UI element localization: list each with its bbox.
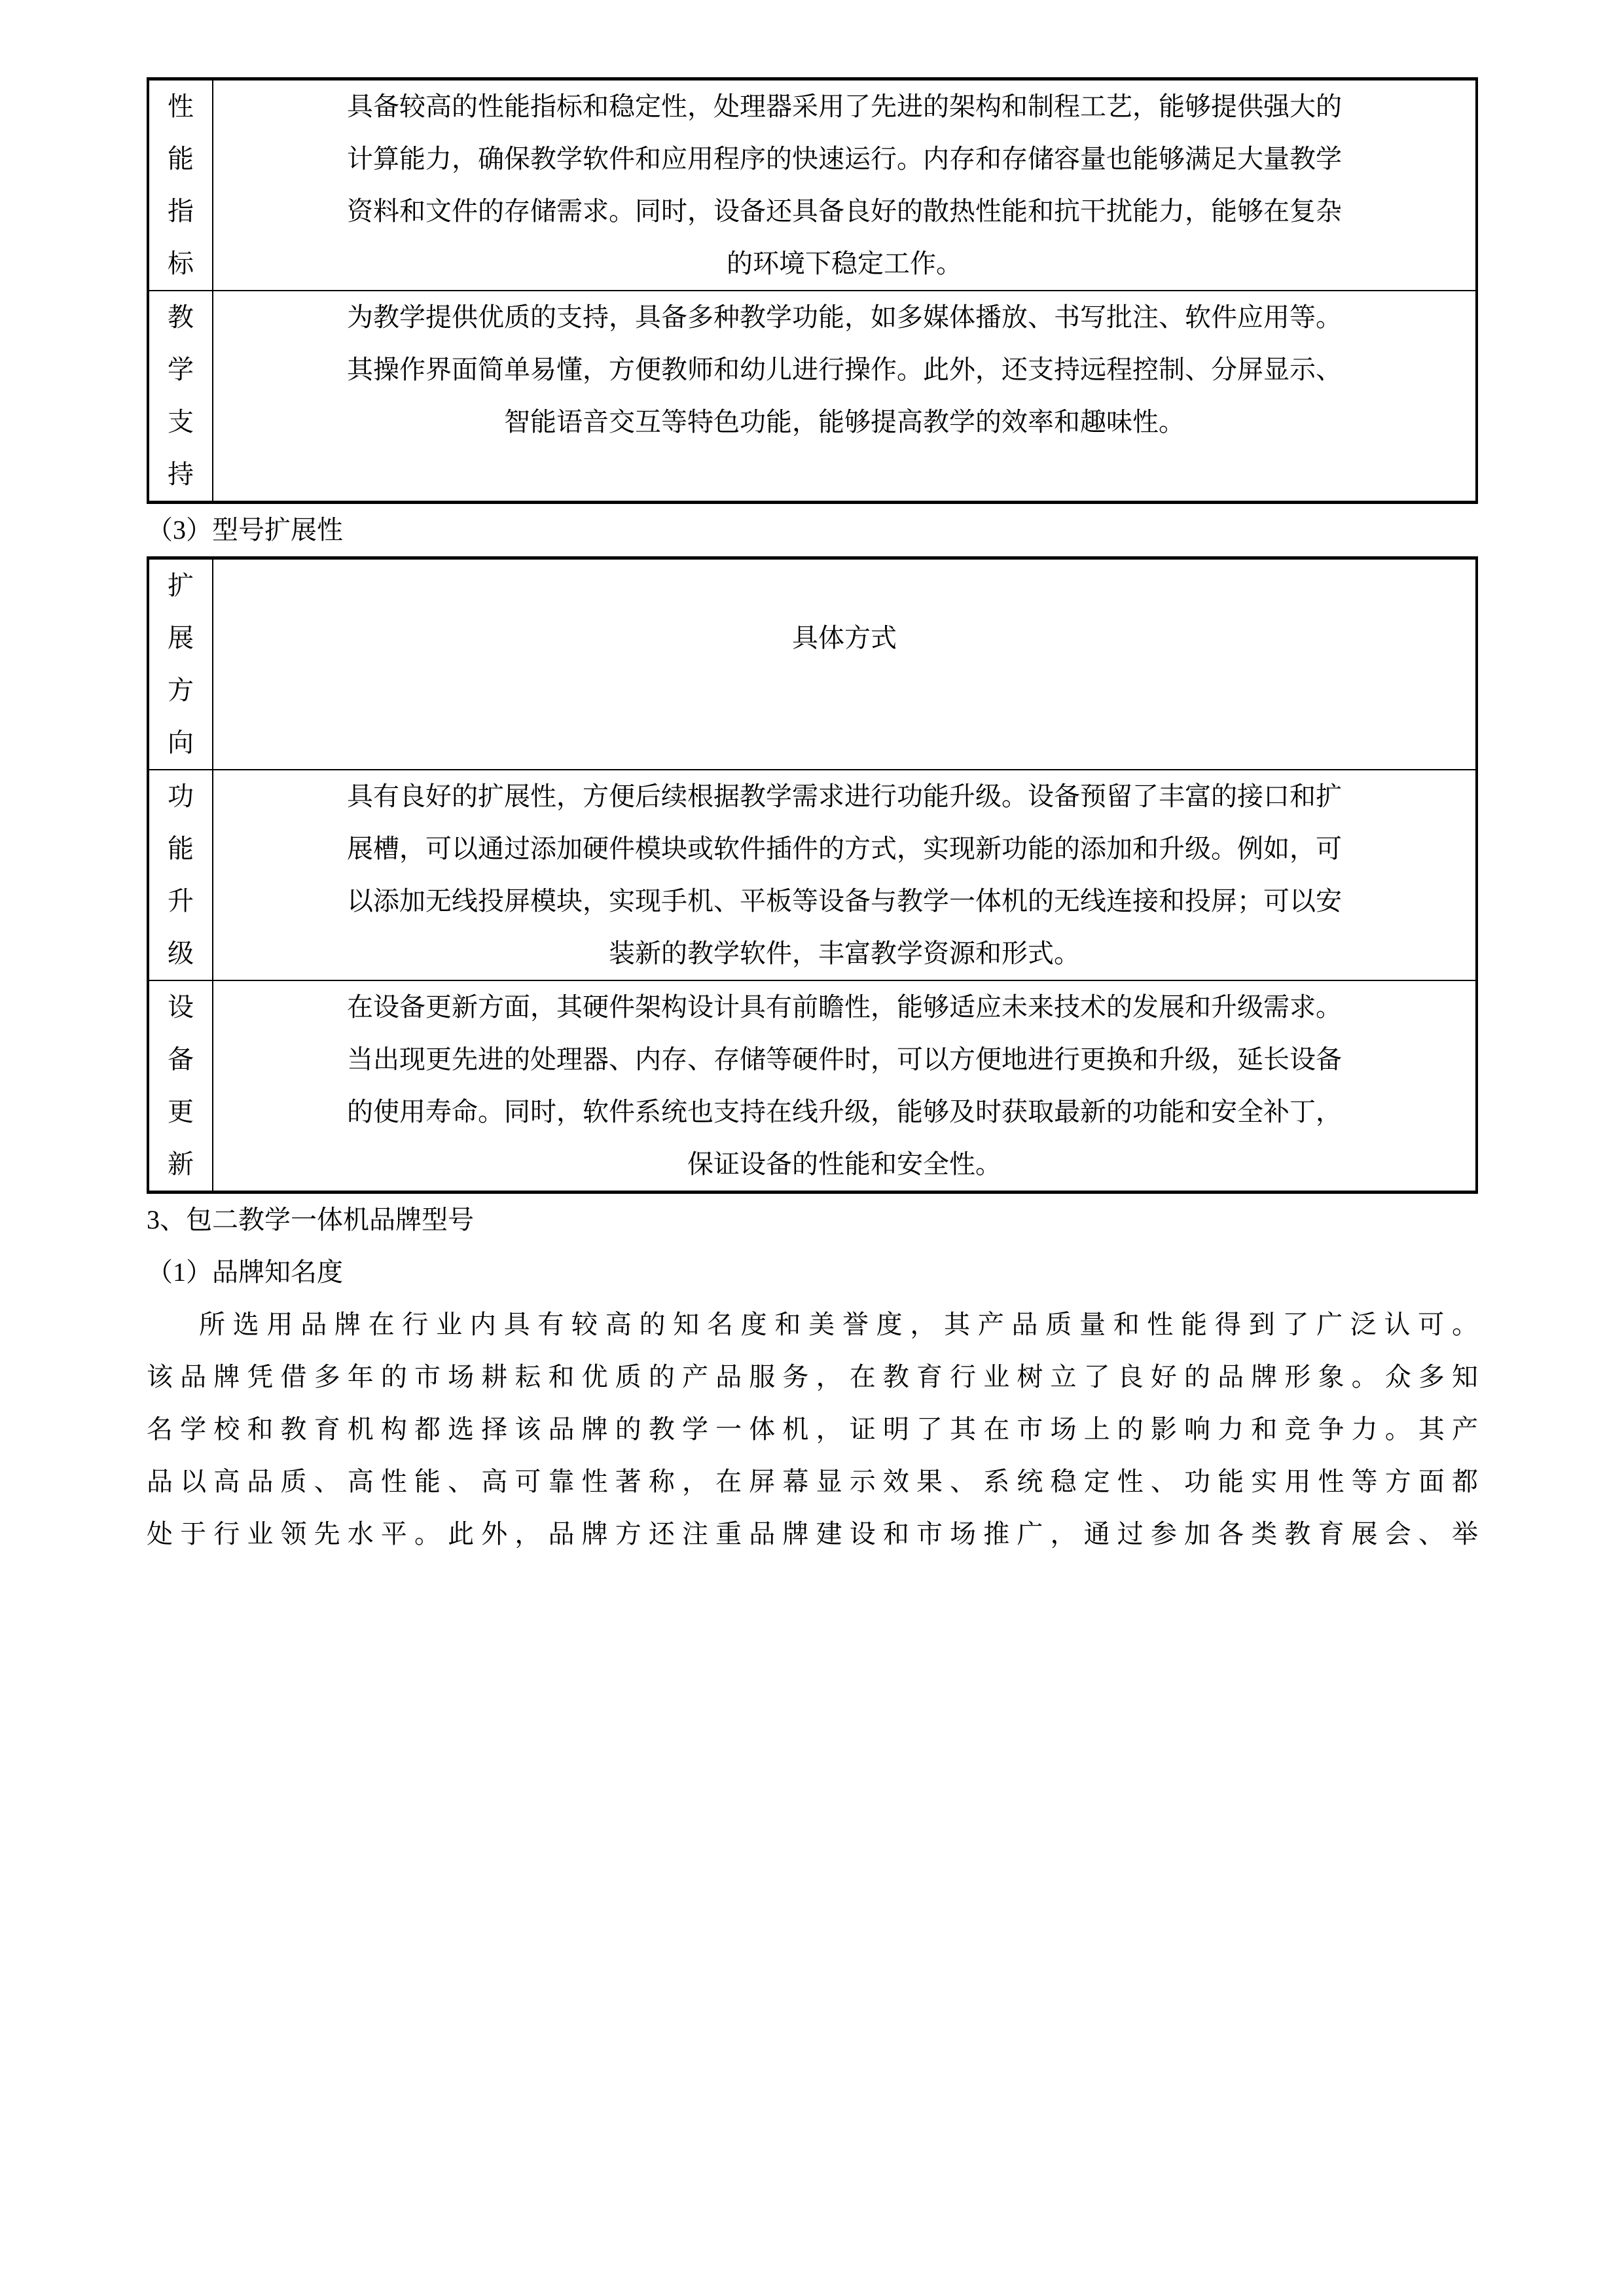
cell-spacer [213, 664, 1475, 717]
paragraph-line: 该品牌凭借多年的市场耕耘和优质的产品服务，在教育行业树立了良好的品牌形象。众多知 [147, 1362, 1478, 1391]
content-line: 计算能力，确保教学软件和应用程序的快速运行。内存和存储容量也能够满足大量教学 [347, 144, 1342, 173]
content-line: 装新的教学软件，丰富教学资源和形式。 [609, 939, 1080, 968]
label-char: 展 [168, 623, 194, 653]
cell-spacer [213, 448, 1475, 501]
row-content-function-upgrade [213, 770, 1477, 980]
header-value-method [213, 558, 1477, 770]
heading-section-3: 3、包二教学一体机品牌型号 [147, 1205, 474, 1234]
row-label-device-update [148, 980, 213, 1193]
label-char: 持 [168, 459, 194, 489]
vertical-label [149, 981, 212, 1191]
label-char: 支 [168, 407, 194, 437]
label-char: 方 [168, 675, 194, 705]
content-line: 具备较高的性能指标和稳定性，处理器采用了先进的架构和制程工艺，能够提供强大的 [347, 92, 1342, 121]
label-char: 备 [168, 1045, 194, 1074]
row-label-performance [148, 79, 213, 291]
content-line: 保证设备的性能和安全性。 [687, 1149, 1001, 1179]
performance-table [147, 77, 1478, 504]
vertical-label [149, 291, 212, 501]
table-row [148, 980, 1477, 1193]
heading-expandability: （3）型号扩展性 [147, 515, 343, 545]
content-line: 其操作界面简单易懂，方便教师和幼儿进行操作。此外，还支持远程控制、分屏显示、 [347, 355, 1342, 384]
label-char: 新 [168, 1149, 194, 1179]
label-char: 能 [168, 144, 194, 173]
content-line: 智能语音交互等特色功能，能够提高教学的效率和趣味性。 [504, 407, 1185, 437]
cell-spacer [213, 560, 1475, 612]
table-row [148, 79, 1477, 291]
heading-brand-reputation: （1）品牌知名度 [147, 1257, 343, 1287]
content-line: 资料和文件的存储需求。同时，设备还具备良好的散热性能和抗干扰能力，能够在复杂 [347, 196, 1342, 226]
expandability-table [147, 556, 1478, 1194]
label-char: 向 [168, 728, 194, 757]
label-char: 能 [168, 834, 194, 863]
label-char: 扩 [168, 571, 194, 600]
row-label-function-upgrade [148, 770, 213, 980]
document-body [147, 77, 1478, 1560]
row-label-teaching-support [148, 291, 213, 503]
paragraph-line: 所选用品牌在行业内具有较高的知名度和美誉度，其产品质量和性能得到了广泛认可。 [199, 1310, 1478, 1339]
label-char: 性 [168, 92, 194, 121]
paragraph-line: 品以高品质、高性能、高可靠性著称，在屏幕显示效果、系统稳定性、功能实用性等方面都 [147, 1467, 1478, 1496]
table-row [148, 770, 1477, 980]
label-char: 标 [168, 249, 194, 278]
label-char: 更 [168, 1097, 194, 1126]
content-line: 具有良好的扩展性，方便后续根据教学需求进行功能升级。设备预留了丰富的接口和扩 [347, 781, 1342, 811]
content-line: 以添加无线投屏模块，实现手机、平板等设备与教学一体机的无线连接和投屏；可以安 [347, 886, 1342, 916]
row-content-device-update [213, 980, 1477, 1193]
row-content-teaching-support [213, 291, 1477, 503]
paragraph-brand-reputation [147, 1299, 1478, 1560]
table-row [148, 291, 1477, 503]
content-line: 为教学提供优质的支持，具备多种教学功能，如多媒体播放、书写批注、软件应用等。 [347, 302, 1342, 332]
content-line: 在设备更新方面，其硬件架构设计具有前瞻性，能够适应未来技术的发展和升级需求。 [347, 992, 1342, 1022]
header-label-expand-direction [148, 558, 213, 770]
label-char: 升 [168, 886, 194, 916]
paragraph-line: 名学校和教育机构都选择该品牌的教学一体机，证明了其在市场上的影响力和竞争力。其产 [147, 1414, 1478, 1444]
paragraph-line: 处于行业领先水平。此外，品牌方还注重品牌建设和市场推广，通过参加各类教育展会、举 [147, 1519, 1478, 1549]
label-char: 设 [168, 992, 194, 1022]
label-char: 指 [168, 196, 194, 226]
table-header-row [148, 558, 1477, 770]
content-line: 当出现更先进的处理器、内存、存储等硬件时，可以方便地进行更换和升级，延长设备 [347, 1045, 1342, 1074]
label-char: 学 [168, 355, 194, 384]
row-content-performance [213, 79, 1477, 291]
label-char: 级 [168, 939, 194, 968]
content-line: 的使用寿命。同时，软件系统也支持在线升级，能够及时获取最新的功能和安全补丁， [347, 1097, 1342, 1126]
vertical-label [149, 81, 212, 290]
content-line: 展槽，可以通过添加硬件模块或软件插件的方式，实现新功能的添加和升级。例如，可 [347, 834, 1342, 863]
column-header-text: 具体方式 [792, 623, 897, 653]
vertical-label [149, 770, 212, 980]
content-line: 的环境下稳定工作。 [727, 249, 962, 278]
cell-spacer [213, 717, 1475, 769]
vertical-label [149, 560, 212, 769]
label-char: 教 [168, 302, 194, 332]
label-char: 功 [168, 781, 194, 811]
